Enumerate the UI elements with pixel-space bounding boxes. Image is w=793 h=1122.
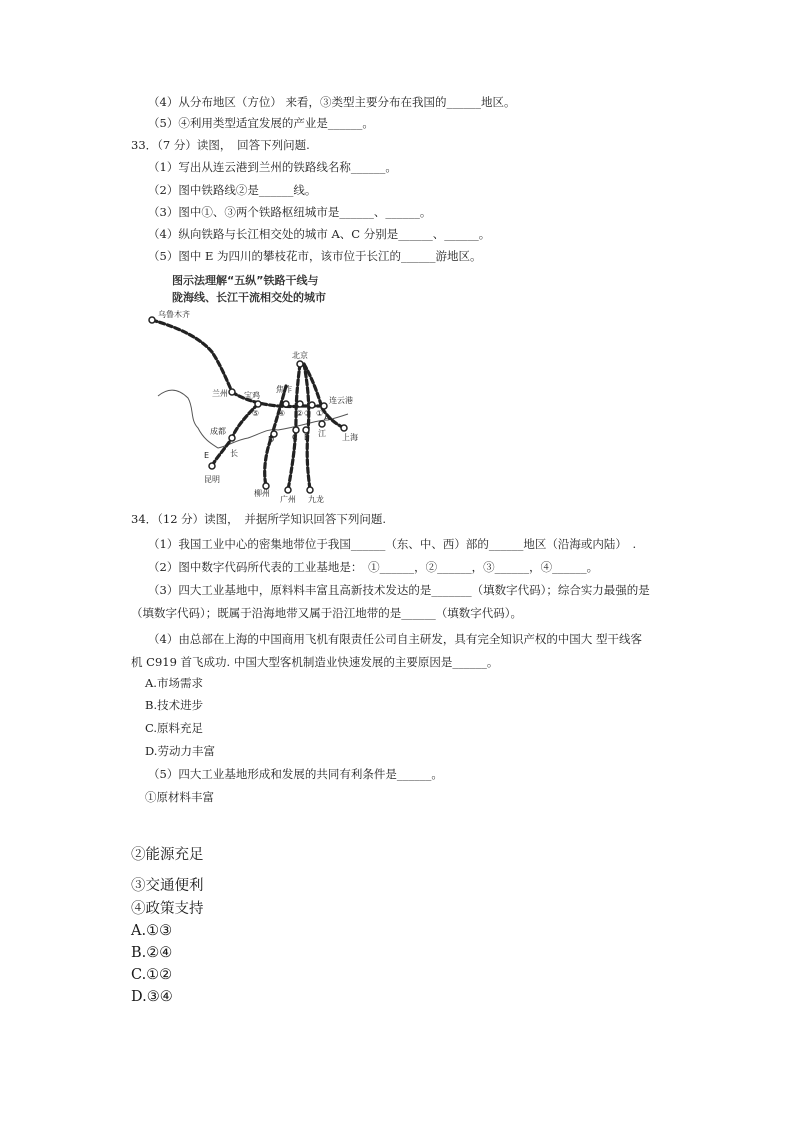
q34-line-1: （1）我国工业中心的密集地带位于我国______（东、中、西）部的______地区（沿海或内陆） . — [148, 537, 637, 551]
label-chengdu: 成都 — [210, 427, 226, 436]
label-num-2: ② — [296, 409, 304, 418]
q33-line-3: （3）图中①、③两个铁路枢纽城市是______、______。 — [148, 205, 432, 219]
q34-option-C: C.原料充足 — [145, 721, 204, 735]
q32-line-5: （5）④利用类型适宜发展的产业是______。 — [148, 116, 374, 130]
q33-heading: 33．（7 分）读图， 回答下列问题. — [131, 138, 310, 152]
rail-lanxin — [152, 320, 232, 392]
label-lianyungang: 连云港 — [329, 396, 353, 405]
map-title-line-1: 图示法理解“五纵”铁路干线与 — [172, 274, 319, 287]
q34-answer-D: D.③④ — [131, 989, 173, 1005]
label-jiulong: 九龙 — [308, 495, 324, 503]
q32-line-4: （4）从分布地区（方位） 来看，③类型主要分布在我国的______地区。 — [148, 95, 516, 109]
city-marker-urumqi — [149, 317, 155, 323]
label-num-1: ① — [316, 409, 324, 418]
q33-line-1: （1）写出从连云港到兰州的铁路线名称______。 — [148, 160, 397, 174]
label-urumqi: 乌鲁木齐 — [158, 310, 190, 319]
label-num-3: ③ — [304, 409, 312, 418]
label-baoji: 宝鸡 — [244, 391, 260, 400]
city-marker-chengdu — [229, 435, 235, 441]
q34-condition-2: ②能源充足 — [131, 847, 204, 863]
label-C: C — [292, 433, 298, 442]
label-E: E — [204, 451, 210, 460]
q34-condition-1: ①原材料丰富 — [145, 790, 214, 804]
label-num-5: ⑤ — [252, 409, 260, 418]
city-marker-shanghai — [341, 425, 347, 431]
q34-answer-A: A.①③ — [131, 923, 173, 939]
q34-option-D: D.劳动力丰富 — [145, 744, 215, 758]
city-marker-baoji — [255, 401, 261, 407]
q33-line-2: （2）图中铁路线②是______线。 — [148, 183, 317, 197]
label-B: B — [304, 433, 310, 442]
q34-line-5: （5）四大工业基地形成和发展的共同有利条件是______。 — [148, 767, 443, 781]
label-kunming: 昆明 — [204, 475, 220, 484]
label-beijing: 北京 — [292, 351, 308, 360]
q34-line-3a: （3）四大工业基地中，原料料丰富且高新技术发达的是_______（填数字代码）；综合实力最强的是 — [148, 583, 650, 597]
q34-heading: 34．（12 分）读图， 并据所学知识回答下列问题. — [131, 512, 387, 526]
city-marker-kunming — [209, 463, 215, 469]
q34-line-3b: （填数字代码）；既属于沿海地带又属于沿江地带的是______（填数字代码）。 — [131, 606, 522, 620]
q34-condition-4: ④政策支持 — [131, 901, 204, 917]
city-marker-beijing — [297, 361, 303, 367]
q34-line-2: （2）图中数字代码所代表的工业基地是： ①______，②______，③______，④______。 — [148, 560, 599, 574]
city-marker-jiaozuo — [283, 401, 289, 407]
label-lanzhou: 兰州 — [212, 389, 228, 398]
label-shanghai: 上海 — [342, 433, 358, 442]
city-marker-jiulong — [307, 487, 313, 493]
label-num-4: ④ — [278, 409, 286, 418]
q34-answer-C: C.①② — [131, 967, 173, 983]
label-jiang: 江 — [318, 429, 326, 438]
label-chang: 长 — [230, 449, 238, 458]
q34-option-A: A.市场需求 — [145, 676, 203, 690]
label-A: A — [324, 413, 330, 422]
q33-line-5: （5）图中 E 为四川的攀枝花市，该市位于长江的______游地区。 — [148, 249, 482, 263]
map-title-line-2: 陇海线、长江干流相交处的城市 — [172, 291, 326, 304]
railway-map-figure — [140, 268, 380, 503]
label-D: D — [268, 435, 275, 444]
q34-option-B: B.技术进步 — [145, 698, 204, 712]
city-marker-guangzhou — [285, 487, 291, 493]
city-marker-xuzhou — [309, 402, 315, 408]
label-jiaozuo: 焦作 — [276, 385, 292, 394]
label-guangzhou: 广州 — [280, 495, 296, 503]
q34-answer-B: B.②④ — [131, 945, 173, 961]
q34-line-4b: 机 C919 首飞成功. 中国大型客机制造业快速发展的主要原因是______。 — [131, 655, 499, 669]
q34-line-4a: （4）由总部在上海的中国商用飞机有限责任公司自主研发，具有完全知识产权的中国大 型干线客 — [148, 632, 642, 646]
q33-line-4: （4）纵向铁路与长江相交处的城市 A、C 分别是______、______。 — [148, 227, 491, 241]
label-liuzhou: 柳州 — [254, 489, 270, 498]
city-marker-zhengzhou — [297, 401, 303, 407]
city-marker-lanzhou — [229, 389, 235, 395]
q34-condition-3: ③交通便利 — [131, 878, 204, 894]
